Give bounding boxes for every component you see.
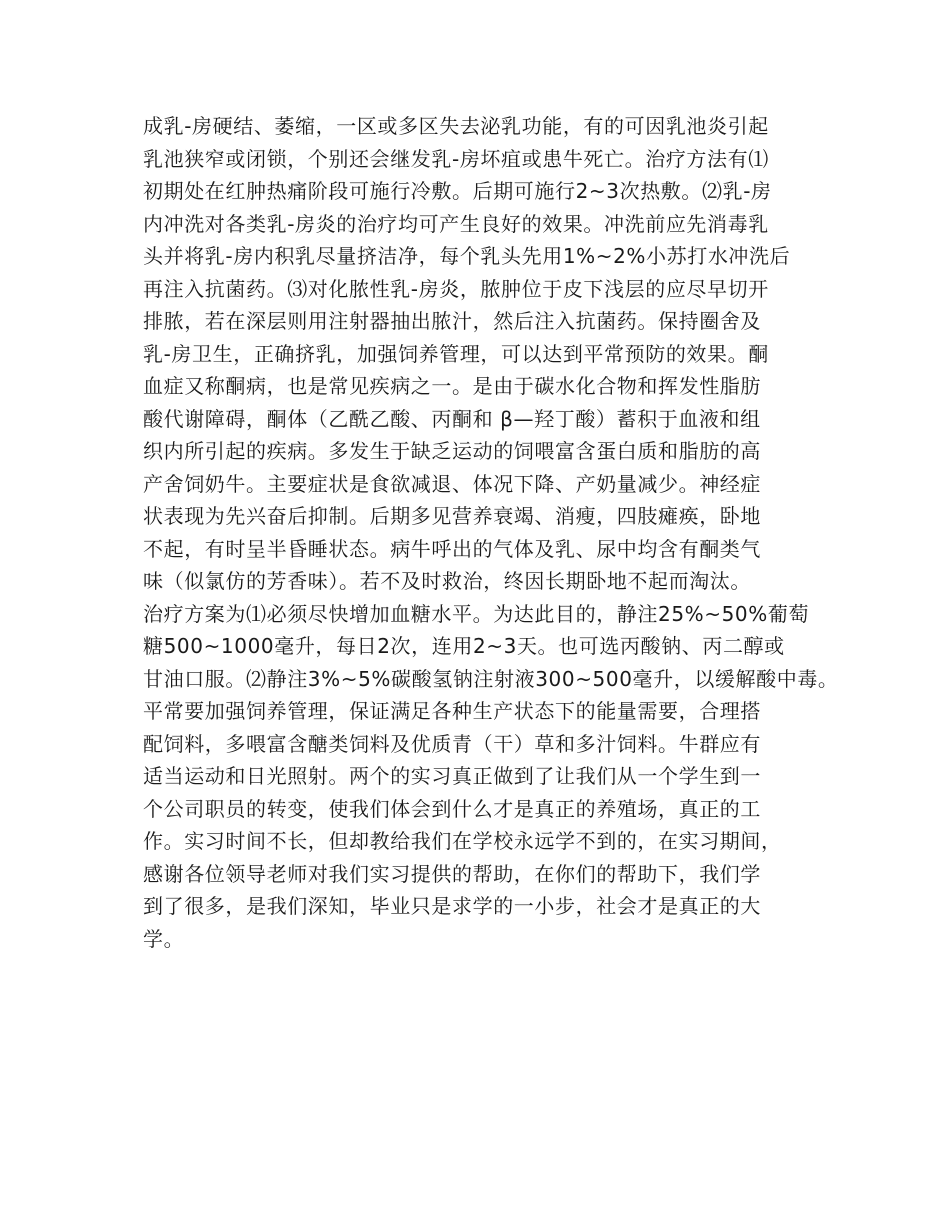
text-line: 成乳-房硬结、萎缩，一区或多区失去泌乳功能，有的可因乳池炎引起 xyxy=(143,114,769,138)
text-line: 味（似氯仿的芳香味）。若不及时救治，终因长期卧地不起而淘汰。 xyxy=(143,569,751,593)
text-line: 学。 xyxy=(143,926,185,951)
text-line: 平常要加强饲养管理，保证满足各种生产状态下的能量需要，合理搭 xyxy=(143,699,761,723)
body-text xyxy=(143,110,943,955)
text-line: 织内所引起的疾病。多发生于缺乏运动的饲喂富含蛋白质和脂肪的高 xyxy=(143,439,761,463)
text-line: 糖500~1000毫升，每日2次，连用2~3天。也可选丙酸钠、丙二醇或 xyxy=(143,634,785,658)
text-line: 产舍饲奶牛。主要症状是食欲减退、体况下降、产奶量减少。神经症 xyxy=(143,471,761,496)
text-line: 排脓，若在深层则用注射器抽出脓汁，然后注入抗菌药。保持圈舍及 xyxy=(143,309,761,333)
text-line: 不起，有时呈半昏睡状态。病牛呼出的气体及乳、尿中均含有酮类气 xyxy=(143,536,761,561)
text-line: 血症又称酮病，也是常见疾病之一。是由于碳水化合物和挥发性脂肪 xyxy=(143,374,761,398)
text-line: 配饲料，多喂富含醣类饲料及优质青（干）草和多汁饲料。牛群应有 xyxy=(143,731,761,756)
text-line: 酸代谢障碍，酮体（乙酰乙酸、丙酮和 β—羟丁酸）蓄积于血液和组 xyxy=(143,406,761,431)
text-line: 乳池狭窄或闭锁，个别还会继发乳-房坏疽或患牛死亡。治疗方法有⑴ xyxy=(143,146,769,171)
text-line: 到了很多，是我们深知，毕业只是求学的一小步，社会才是真正的大 xyxy=(143,894,761,918)
text-line: 感谢各位领导老师对我们实习提供的帮助，在你们的帮助下，我们学 xyxy=(143,861,761,886)
text-line: 头并将乳-房内积乳尽量挤洁净，每个乳头先用1%~2%小苏打水冲洗后 xyxy=(143,244,791,268)
text-line: 作。实习时间不长，但却教给我们在学校永远学不到的，在实习期间， xyxy=(143,829,782,853)
text-line: 初期处在红肿热痛阶段可施行冷敷。后期可施行2~3次热敷。⑵乳-房 xyxy=(143,179,772,203)
text-line: 内冲洗对各类乳-房炎的治疗均可产生良好的效果。冲洗前应先消毒乳 xyxy=(143,211,769,236)
text-line: 状表现为先兴奋后抑制。后期多见营养衰竭、消瘦，四肢瘫痪，卧地 xyxy=(143,504,761,528)
text-line: 甘油口服。⑵静注3%~5%碳酸氢钠注射液300~500毫升，以缓解酸中毒。 xyxy=(143,666,839,691)
text-line: 治疗方案为⑴必须尽快增加血糖水平。为达此目的，静注25%~50%葡萄 xyxy=(143,601,810,626)
text-line: 乳-房卫生，正确挤乳，加强饲养管理，可以达到平常预防的效果。酮 xyxy=(143,341,769,366)
text-line: 再注入抗菌药。⑶对化脓性乳-房炎，脓肿位于皮下浅层的应尽早切开 xyxy=(143,276,769,301)
text-line: 个公司职员的转变，使我们体会到什么才是真正的养殖场，真正的工 xyxy=(143,796,761,821)
text-line: 适当运动和日光照射。两个的实习真正做到了让我们从一个学生到一 xyxy=(143,764,761,788)
